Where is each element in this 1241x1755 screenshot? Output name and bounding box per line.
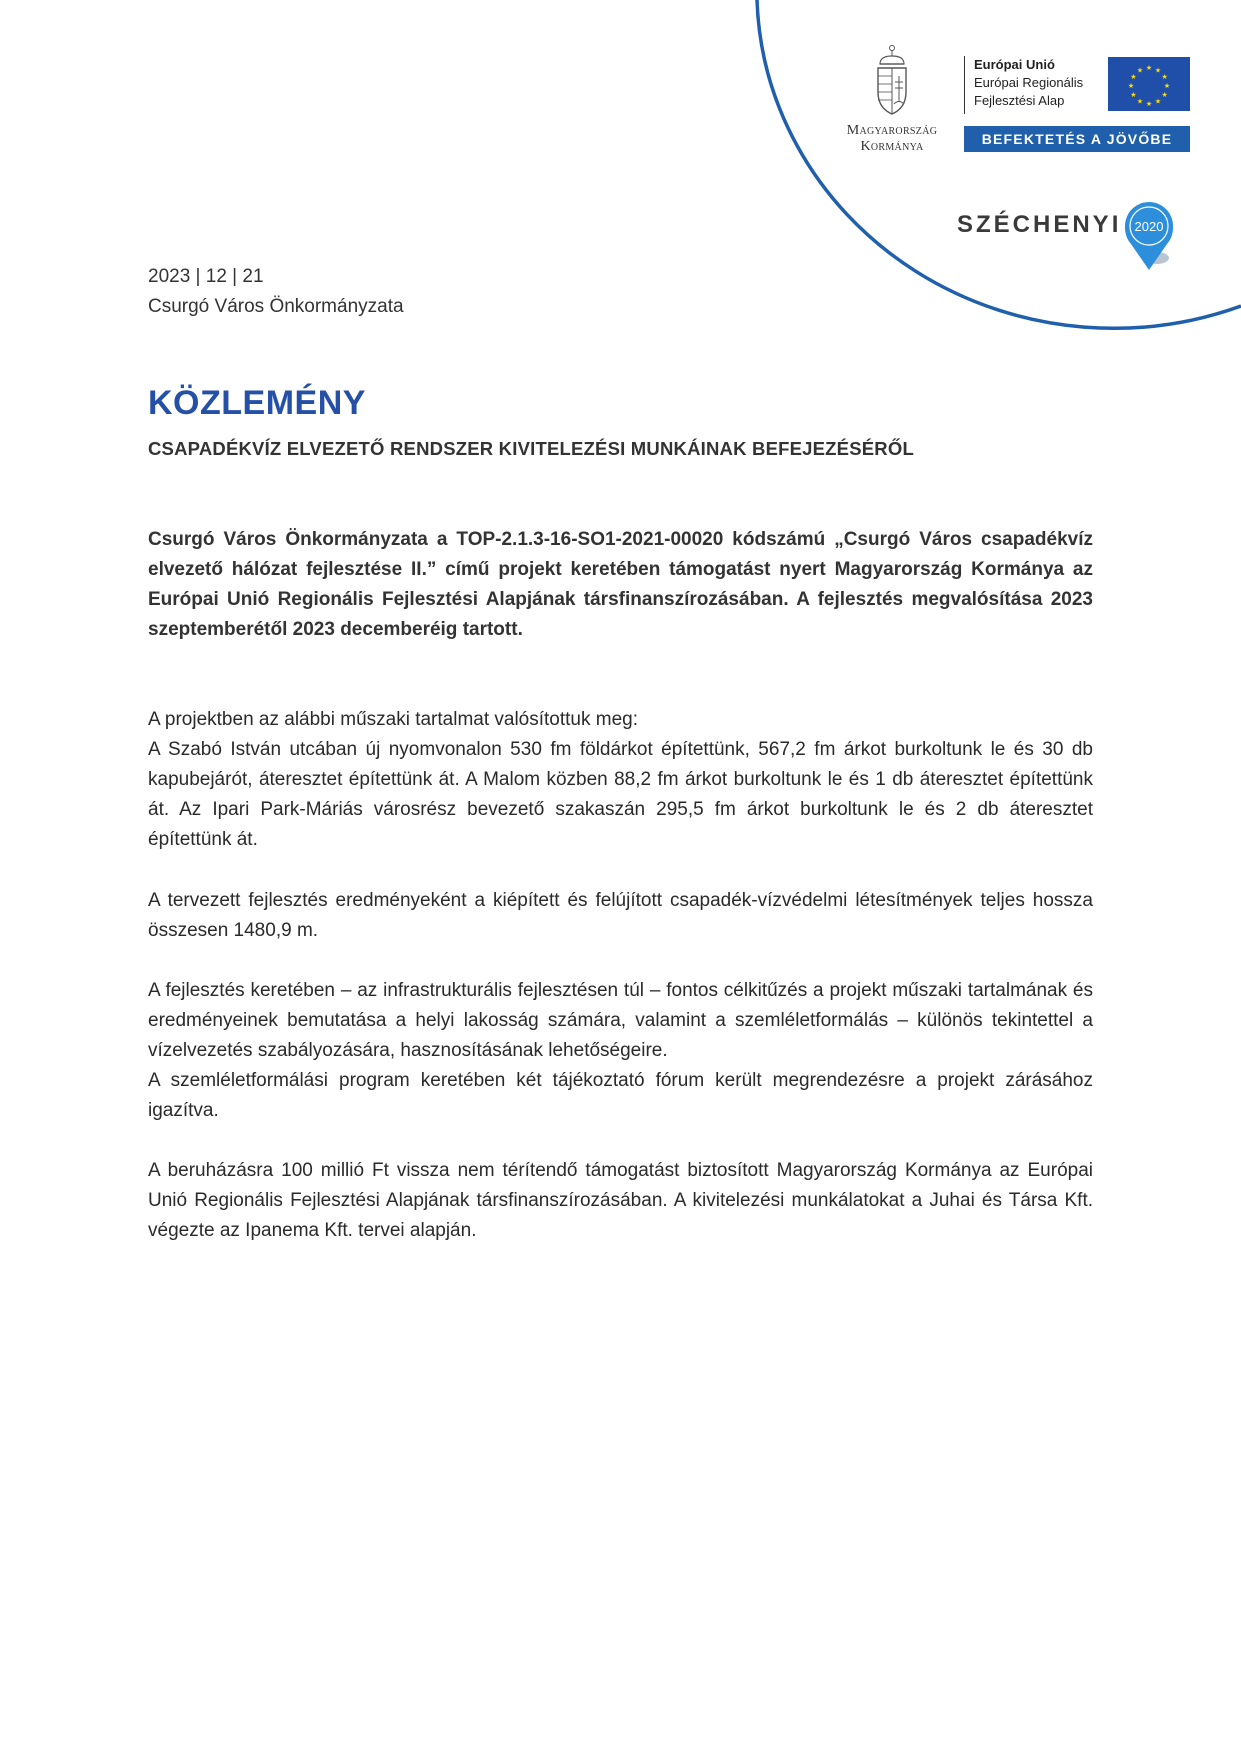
svg-text:★: ★ <box>1154 97 1162 106</box>
objective-paragraph: A fejlesztés keretében – az infrastrukturális fejlesztésen túl – fontos célkitűzés a projekt műszaki tartalmának és eredményeinek bemutatása a helyi lakosság számára, valamint a szemléletformálás – különös tekintettel a vízelvezetés szabályozására, hasznosításának lehetőségeire. <box>148 980 1093 1061</box>
document-date: 2023 | 12 | 21 <box>148 266 264 287</box>
eu-line3: Fejlesztési Alap <box>974 93 1065 108</box>
svg-text:★: ★ <box>1154 66 1162 75</box>
svg-text:★: ★ <box>1130 91 1137 99</box>
technical-content-detail: A Szabó István utcában új nyomvonalon 530 fm földárkot építettünk, 567,2 fm árkot burkoltunk le és 30 db kapubejárót, áteresztet építettünk át. A Malom közben 88,2 fm árkot burkoltunk le és 1 db áteresztet építettünk át. Az Ipari Park-Máriás városrész bevezető szakaszán 295,5 fm árkot burkoltunk le és 2 db áteresztet építettünk át. <box>148 739 1093 850</box>
government-name <box>829 123 955 155</box>
issuer-name: Csurgó Város Önkormányzata <box>148 296 404 317</box>
svg-text:★: ★ <box>1136 97 1144 106</box>
result-paragraph: A tervezett fejlesztés eredményeként a kiépített és felújított csapadék-vízvédelmi létesítmények teljes hossza összesen 1480,9 m. <box>148 890 1093 941</box>
page-subtitle: CSAPADÉKVÍZ ELVEZETŐ RENDSZER KIVITELEZÉSI MUNKÁINAK BEFEJEZÉSÉRŐL <box>148 438 914 459</box>
szechenyi-pin-icon <box>1117 196 1181 276</box>
eu-title: Európai Unió <box>974 57 1055 72</box>
svg-text:★: ★ <box>1161 91 1168 99</box>
coat-of-arms-icon <box>872 44 912 118</box>
gov-name-line2: Kormánya <box>860 139 924 154</box>
eu-line2: Európai Regionális <box>974 75 1084 90</box>
gov-name-line1: Magyarország <box>846 123 938 138</box>
funding-paragraph: A beruházásra 100 millió Ft vissza nem térítendő támogatást biztosított Magyarország Kormánya az Európai Unió Regionális Fejlesztési Alapjának társfinanszírozásában. A kivitelezési munkálatokat a Juhai és Társa Kft. végezte az Ipanema Kft. tervei alapján. <box>148 1160 1093 1241</box>
technical-content-intro: A projektben az alábbi műszaki tartalmat valósítottuk meg: <box>148 709 639 730</box>
investment-banner: BEFEKTETÉS A JÖVŐBE <box>964 126 1190 152</box>
svg-text:★: ★ <box>1145 100 1153 108</box>
svg-text:★: ★ <box>1136 66 1144 75</box>
eu-flag-icon <box>1108 57 1190 111</box>
szechenyi-logo-text: SZÉCHENYI <box>957 211 1122 238</box>
technical-content-paragraph <box>148 705 1093 855</box>
lead-paragraph: Csurgó Város Önkormányzata a TOP-2.1.3-16-SO1-2021-00020 kódszámú „Csurgó Város csapadékvíz elvezető hálózat fejlesztése II.” című projekt keretében támogatást nyert Magyarország Kormánya az Európai Unió Regionális Fejlesztési Alapjának társfinanszírozásában. A fejlesztés megvalósítása 2023 szeptemberétől 2023 decemberéig tartott. <box>148 529 1093 640</box>
svg-text:★: ★ <box>1145 64 1153 72</box>
svg-text:★: ★ <box>1127 82 1135 90</box>
forum-paragraph: A szemléletformálási program keretében két tájékoztató fórum került megrendezésre a projekt zárásához igazítva. <box>148 1070 1093 1121</box>
svg-text:★: ★ <box>1163 82 1171 90</box>
page-title: KÖZLEMÉNY <box>148 384 366 422</box>
eu-fund-label <box>964 56 1083 114</box>
svg-text:★: ★ <box>1130 73 1137 81</box>
szechenyi-year: 2020 <box>1134 219 1164 234</box>
svg-text:★: ★ <box>1161 73 1168 81</box>
